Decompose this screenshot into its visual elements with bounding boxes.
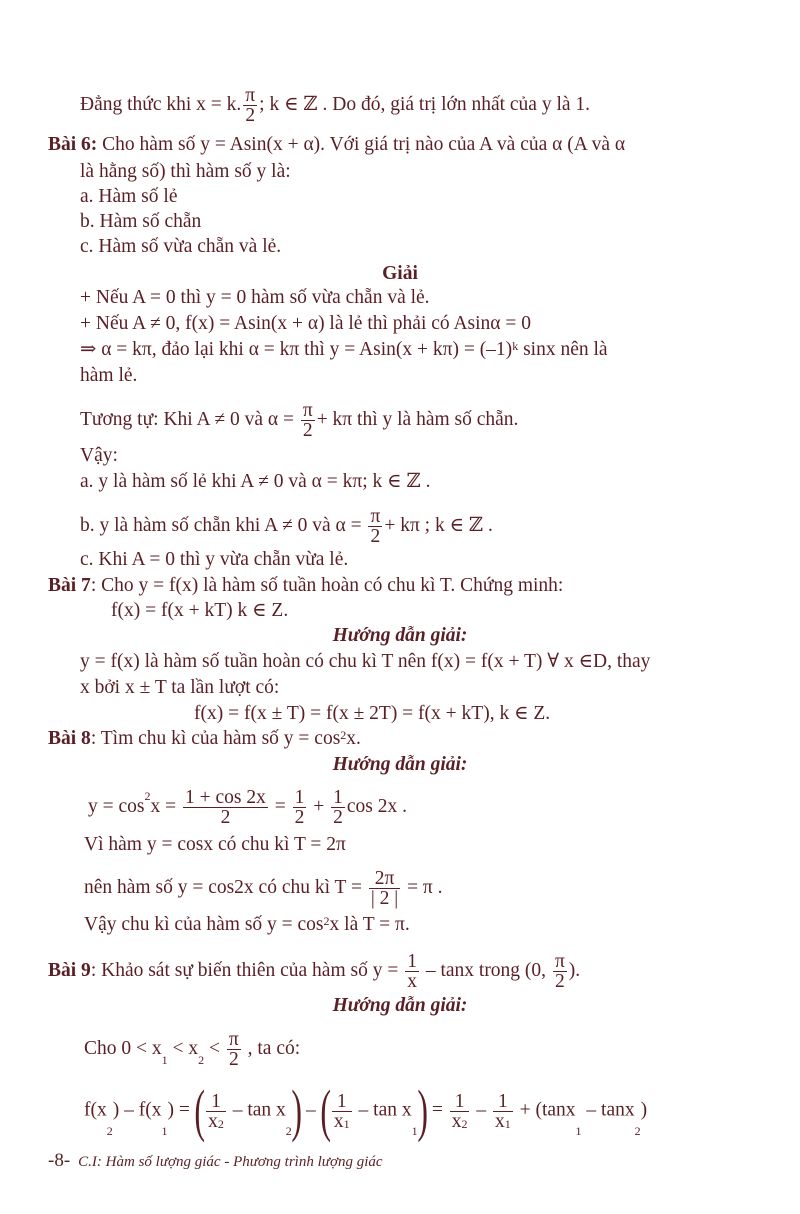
text: a. y là hàm số lẻ khi A ≠ 0 và α = kπ; k ∈ ℤ . bbox=[80, 471, 431, 492]
text: + Nếu A ≠ 0, f(x) = Asin(x + α) là lẻ thì phải có Asinα = 0 bbox=[80, 313, 531, 334]
numerator: π bbox=[302, 400, 313, 421]
fraction bbox=[553, 952, 567, 991]
section-heading-huong-dan: Hướng dẫn giải: bbox=[332, 625, 468, 646]
text: , ta có: bbox=[242, 1037, 301, 1059]
text: ) = bbox=[167, 1099, 195, 1121]
text: : Khảo sát sự biến thiên của hàm số y = bbox=[90, 959, 404, 981]
text: = bbox=[269, 795, 291, 817]
fraction bbox=[227, 1030, 241, 1069]
problem-8-statement bbox=[48, 727, 361, 751]
numerator: 1 bbox=[333, 787, 343, 808]
text-line bbox=[80, 160, 291, 184]
text: x là T = π. bbox=[329, 914, 410, 935]
denominator bbox=[493, 1112, 513, 1131]
text-line bbox=[80, 444, 118, 468]
exponent: 2 bbox=[144, 789, 151, 803]
problem-6-statement bbox=[48, 133, 625, 157]
equation bbox=[84, 1078, 648, 1143]
text: – tanx trong (0, bbox=[420, 959, 551, 981]
text: < x bbox=[167, 1037, 199, 1059]
subscript: 2 bbox=[198, 1053, 205, 1067]
denominator bbox=[206, 1112, 226, 1131]
text: c. Hàm số vừa chẵn và lẻ. bbox=[80, 236, 282, 257]
option-a bbox=[80, 185, 177, 209]
denominator bbox=[450, 1112, 470, 1131]
fraction bbox=[493, 1092, 513, 1131]
text: : Tìm chu kì của hàm số y = cos bbox=[90, 728, 341, 749]
subscript: 2 bbox=[106, 1124, 113, 1138]
text: + bbox=[308, 795, 330, 817]
text-line bbox=[84, 869, 443, 908]
numerator: π bbox=[370, 506, 381, 527]
subscript: 2 bbox=[634, 1124, 641, 1138]
text: – tan x bbox=[353, 1099, 412, 1121]
fraction bbox=[368, 507, 382, 546]
text: ). bbox=[568, 959, 581, 981]
text: : Cho y = f(x) là hàm số tuần hoàn có chu kì T. Chứng minh: bbox=[90, 575, 564, 596]
text-line bbox=[80, 364, 137, 388]
subscript: 2 bbox=[217, 1116, 224, 1131]
denominator: 2 bbox=[554, 971, 565, 992]
numerator: 1 bbox=[206, 1092, 226, 1112]
text: cos 2x . bbox=[346, 795, 407, 817]
text: f(x) = f(x + kT) k ∈ Z. bbox=[111, 600, 289, 621]
section-heading-huong-dan: Hướng dẫn giải: bbox=[332, 754, 468, 775]
fraction bbox=[183, 788, 268, 827]
fraction bbox=[405, 952, 419, 991]
fraction bbox=[332, 1092, 352, 1131]
subscript: 1 bbox=[343, 1116, 350, 1131]
text-line bbox=[80, 548, 348, 572]
numerator: 1 bbox=[294, 787, 305, 808]
text: ) bbox=[640, 1099, 648, 1121]
denominator: 2 bbox=[228, 1049, 239, 1070]
text: y = cos bbox=[88, 795, 145, 817]
text: y = f(x) là hàm số tuần hoàn có chu kì T nên f(x) = f(x + T) ∀ x ∈D, thay bbox=[80, 651, 651, 672]
text-line bbox=[80, 86, 590, 125]
text-line bbox=[111, 599, 288, 623]
text: – tanx bbox=[581, 1099, 635, 1121]
option-c bbox=[80, 235, 281, 259]
text: + kπ ; k ∈ ℤ . bbox=[384, 514, 493, 536]
denominator bbox=[332, 1112, 352, 1131]
fraction bbox=[293, 788, 307, 827]
fraction bbox=[331, 788, 345, 827]
numerator: 1 bbox=[493, 1092, 513, 1112]
subscript: 1 bbox=[161, 1053, 168, 1067]
fraction bbox=[301, 401, 315, 440]
text: < bbox=[204, 1037, 225, 1059]
denominator: 2 bbox=[245, 105, 256, 126]
text: = π . bbox=[402, 876, 443, 898]
text-line bbox=[84, 833, 346, 857]
fraction bbox=[369, 869, 400, 908]
text: ⇒ α = kπ, đảo lại khi α = kπ thì y = Asin(x + kπ) = (–1) bbox=[80, 339, 513, 360]
problem-7-statement bbox=[48, 574, 563, 598]
problem-label: Bài 6: bbox=[48, 134, 98, 155]
text-line bbox=[84, 1030, 300, 1069]
fraction bbox=[243, 86, 257, 125]
exponent: 2 bbox=[340, 728, 347, 742]
exponent: k bbox=[512, 339, 519, 353]
text-line bbox=[194, 702, 550, 726]
equation bbox=[88, 788, 407, 827]
text-line bbox=[80, 676, 279, 700]
denominator: 2 bbox=[333, 807, 343, 828]
subscript: 1 bbox=[504, 1116, 511, 1131]
text: + kπ thì y là hàm số chẵn. bbox=[316, 408, 519, 430]
text: b. y là hàm số chẵn khi A ≠ 0 và α = bbox=[80, 514, 367, 536]
denominator: 2 bbox=[294, 807, 305, 828]
text: ) – f(x bbox=[112, 1099, 162, 1121]
text: f(x bbox=[84, 1099, 107, 1121]
fraction bbox=[206, 1092, 226, 1131]
text-line bbox=[80, 507, 493, 546]
text: x bbox=[451, 1110, 462, 1132]
text: f(x) = f(x ± T) = f(x ± 2T) = f(x + kT), k ∈ Z. bbox=[194, 703, 551, 724]
text-line bbox=[80, 401, 518, 440]
denominator: | 2 | bbox=[370, 888, 399, 909]
text: là hằng số) thì hàm số y là: bbox=[80, 161, 291, 182]
text: x = bbox=[150, 795, 181, 817]
numerator: π bbox=[228, 1029, 239, 1050]
text: Tương tự: Khi A ≠ 0 và α = bbox=[80, 408, 299, 430]
right-paren: ) bbox=[416, 1078, 428, 1143]
text: nên hàm số y = cos2x có chu kì T = bbox=[84, 876, 367, 898]
text: x bbox=[333, 1110, 344, 1132]
page-footer bbox=[48, 1150, 383, 1172]
text: + Nếu A = 0 thì y = 0 hàm số vừa chẵn và lẻ. bbox=[80, 287, 430, 308]
problem-label: Bài 7 bbox=[48, 575, 91, 596]
text: Cho 0 < x bbox=[84, 1037, 162, 1059]
problem-9-statement bbox=[48, 952, 580, 991]
text: – bbox=[301, 1099, 321, 1121]
subscript: 1 bbox=[575, 1124, 582, 1138]
exponent: 2 bbox=[323, 914, 330, 928]
text: x bbox=[494, 1110, 505, 1132]
text-line bbox=[80, 470, 430, 494]
text: Cho hàm số y = Asin(x + α). Với giá trị nào của A và của α (A và α bbox=[97, 134, 626, 155]
text: x bởi x ± T ta lần lượt có: bbox=[80, 677, 280, 698]
subscript: 2 bbox=[285, 1124, 292, 1138]
numerator: 1 bbox=[407, 951, 417, 972]
text: Đẳng thức khi x = k. bbox=[80, 93, 242, 115]
problem-label: Bài 8 bbox=[48, 728, 91, 749]
text-line bbox=[84, 913, 410, 937]
subscript: 1 bbox=[411, 1124, 418, 1138]
right-paren: ) bbox=[291, 1078, 302, 1143]
text: hàm lẻ. bbox=[80, 365, 138, 386]
subscript: 1 bbox=[161, 1124, 168, 1138]
text-line bbox=[80, 312, 531, 336]
text-line bbox=[80, 650, 650, 674]
page-number: -8- bbox=[48, 1150, 71, 1171]
text: a. Hàm số lẻ bbox=[80, 186, 178, 207]
left-paren: ( bbox=[194, 1078, 205, 1143]
text: – tan x bbox=[227, 1099, 286, 1121]
text: x bbox=[208, 1110, 218, 1132]
numerator: π bbox=[554, 951, 565, 972]
numerator: 1 bbox=[332, 1092, 352, 1112]
left-paren: ( bbox=[319, 1078, 331, 1143]
text: b. Hàm số chẵn bbox=[80, 211, 202, 232]
denominator: 2 bbox=[220, 807, 231, 828]
text: ; k ∈ ℤ . Do đó, giá trị lớn nhất của y là 1. bbox=[259, 93, 591, 115]
fraction bbox=[450, 1092, 470, 1131]
denominator: 2 bbox=[302, 420, 313, 441]
text: + (tanx bbox=[514, 1099, 576, 1121]
running-title: C.I: Hàm số lượng giác - Phương trình lượng giác bbox=[78, 1154, 383, 1170]
denominator: 2 bbox=[370, 526, 381, 547]
text: x. bbox=[346, 728, 361, 749]
subscript: 2 bbox=[461, 1116, 468, 1131]
text-line bbox=[80, 286, 430, 310]
problem-label: Bài 9 bbox=[48, 959, 91, 981]
section-heading-huong-dan: Hướng dẫn giải: bbox=[332, 995, 468, 1016]
numerator: 1 + cos 2x bbox=[185, 787, 266, 808]
text: Vì hàm y = cosx có chu kì T = 2π bbox=[84, 834, 346, 855]
text-line bbox=[80, 338, 608, 362]
numerator: 1 bbox=[450, 1092, 470, 1112]
text: Vậy: bbox=[80, 445, 118, 466]
section-heading-giai: Giải bbox=[382, 263, 418, 284]
option-b bbox=[80, 210, 201, 234]
text: Vậy chu kì của hàm số y = cos bbox=[84, 914, 324, 935]
denominator: x bbox=[407, 971, 417, 992]
text: – bbox=[471, 1099, 491, 1121]
text: c. Khi A = 0 thì y vừa chẵn vừa lẻ. bbox=[80, 549, 349, 570]
text: = bbox=[426, 1099, 448, 1121]
text: sinx nên là bbox=[518, 339, 608, 360]
numerator: 2π bbox=[369, 869, 400, 889]
numerator: π bbox=[245, 85, 256, 106]
